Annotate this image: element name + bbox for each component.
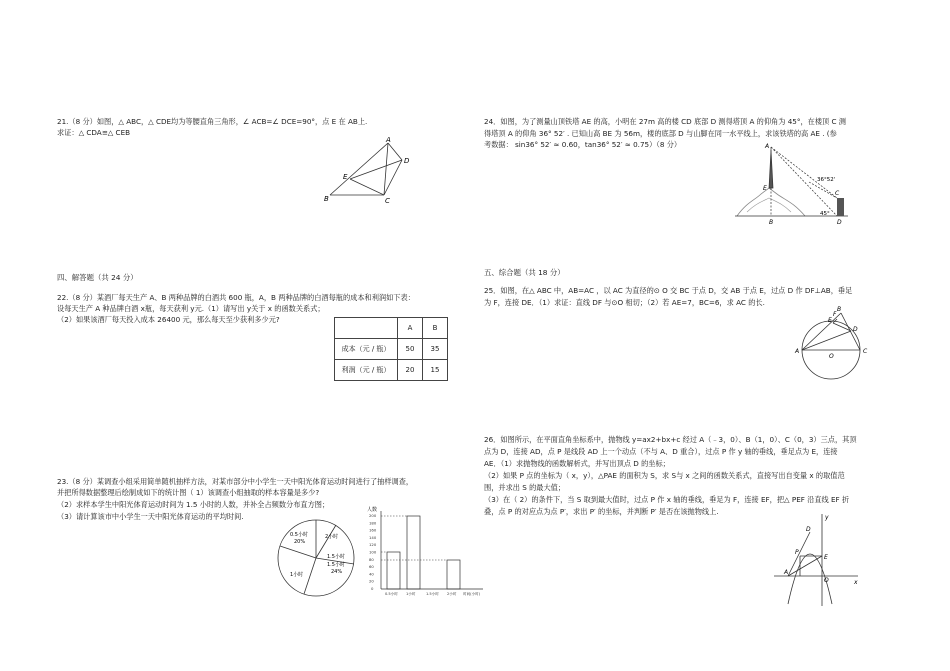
histogram-bar-0-5h bbox=[387, 552, 400, 589]
building-cd bbox=[837, 198, 844, 216]
x-tick-1-5h: 1.5小时 bbox=[426, 592, 439, 596]
q26-line-5: 围，并求出 S 的最大值； bbox=[484, 483, 566, 492]
histogram-bar-2h bbox=[447, 560, 460, 589]
y-tick-180: 180 bbox=[369, 520, 377, 526]
y-tick-200: 200 bbox=[369, 513, 377, 518]
y-tick-80: 80 bbox=[369, 556, 374, 562]
y-tick-160: 160 bbox=[369, 527, 377, 533]
table-cell: 15 bbox=[423, 360, 448, 381]
q25-label-o: O bbox=[829, 353, 834, 360]
q26-line-2: 点为 D，连接 AD，点 P 是线段 AD 上一个动点（不与 A、D 重合），过点 P 作 y 轴的垂线，垂足点为 E，连接 bbox=[484, 447, 838, 456]
q26-line-1: 26．如图所示，在平面直角坐标系中，抛物线 y=ax2+bx+c 经过 A（﹣3，0）、B（1，0）、C（0，3）三点，其顶 bbox=[484, 435, 857, 444]
pie-label-1-5h-a: 1.5小时 bbox=[327, 554, 345, 560]
q26-label-y: y bbox=[825, 514, 829, 521]
q24-line-1: 24．如图，为了测量山顶铁塔 AE 的高，小明在 27m 高的楼 CD 底部 D 测得塔顶 A 的仰角为 45°，在楼顶 C 测 bbox=[484, 117, 846, 126]
q25-circle-figure bbox=[793, 303, 873, 383]
table-header-row bbox=[335, 318, 448, 339]
table-cell: 成本（元 / 瓶） bbox=[335, 339, 398, 360]
q26-label-a: A bbox=[784, 569, 789, 576]
pie-label-1h: 1小时 bbox=[290, 572, 304, 578]
table-header-b: B bbox=[423, 318, 448, 339]
q25-label-f: F bbox=[833, 311, 837, 318]
pie-pct-0-5h: 20% bbox=[294, 539, 306, 545]
table-cell: 50 bbox=[398, 339, 423, 360]
q25-label-e: E bbox=[828, 317, 832, 324]
q24-label-a: A bbox=[765, 143, 770, 150]
q24-tower-figure bbox=[733, 142, 855, 228]
y-tick-140: 140 bbox=[369, 534, 377, 540]
table-cell bbox=[335, 318, 398, 339]
x-axis-label: 时间(小时) bbox=[463, 592, 481, 596]
y-tick-120: 120 bbox=[369, 542, 377, 548]
q22-line-3: （2）如果该酒厂每天投入成本 26400 元，那么每天至少获利多少元? bbox=[57, 315, 280, 324]
q26-label-x: x bbox=[854, 579, 858, 586]
y-tick-20: 20 bbox=[369, 578, 374, 584]
q21-line-1: 21.（8 分）如图，△ ABC，△ CDE均为等腰直角三角形，∠ ACB=∠ DCE=90°，点 E 在 AB上. bbox=[57, 117, 368, 126]
pie-label-1-5h-b: 1.5小时 bbox=[327, 562, 345, 568]
q25-line-2: 为 F，连接 DE．（1）求证：直线 DF 与⊙O 相切；（2）若 AE=7，BC=6，求 AC 的长. bbox=[484, 298, 765, 307]
table-cell: 35 bbox=[423, 339, 448, 360]
q24-angle-label-1: 36°52' bbox=[817, 177, 836, 183]
y-tick-60: 60 bbox=[369, 564, 374, 570]
section-4-heading: 四、解答题（共 24 分） bbox=[57, 273, 138, 282]
q23-line-1: 23.（8 分）某调查小组采用简单随机抽样方法，对某市部分中小学生一天中阳光体育运动时间进行了抽样调查， bbox=[57, 477, 414, 486]
q24-label-c: C bbox=[835, 190, 840, 197]
q26-label-o: O bbox=[824, 577, 829, 584]
q26-line-6: （3）在（ 2）的条件下，当 S 取到最大值时，过点 P 作 x 轴的垂线，垂足为 F，连接 EF，把△ PEF 沿直线 EF 折 bbox=[484, 495, 850, 504]
q22-line-2: 设每天生产 A 种品牌白酒 x瓶，每天获利 y元.（1）请写出 y关于 x 的函数关系式； bbox=[57, 304, 325, 313]
q25-line-1: 25．如图，在△ ABC 中，AB=AC ，以 AC 为直径的⊙ O 交 BC 于点 D，交 AB 于点 E，过点 D 作 DF⊥AB，垂足 bbox=[484, 286, 853, 295]
q24-label-e: E bbox=[763, 185, 767, 192]
q22-cost-profit-table bbox=[334, 317, 448, 381]
q22-line-1: 22.（8 分）某酒厂每天生产 A、B 两种品牌的白酒共 600 瓶，A，B 两种品牌的白酒每瓶的成本和利润如下表： bbox=[57, 293, 415, 302]
q21-label-d: D bbox=[404, 157, 410, 165]
side-ab bbox=[802, 313, 841, 350]
q23-pie-chart bbox=[274, 508, 362, 606]
y-tick-100: 100 bbox=[369, 549, 377, 555]
q25-label-a: A bbox=[795, 348, 800, 355]
pie-pct-1-5h: 24% bbox=[331, 569, 343, 575]
pie-label-2h: 2小时 bbox=[325, 534, 339, 540]
q26-line-4: （2）如果 P 点的坐标为（ x，y），△PAE 的面积为 S，求 S与 x 之间的函数关系式，直接写出自变量 x 的取值范 bbox=[484, 471, 845, 480]
table-row bbox=[335, 360, 448, 381]
table-row bbox=[335, 339, 448, 360]
histogram-y-label: 人数 bbox=[367, 507, 378, 513]
q26-parabola-figure bbox=[770, 510, 862, 608]
q23-histogram bbox=[365, 503, 490, 600]
q23-line-3: （2）求样本学生中阳光体育运动时间为 1.5 小时的人数，并补全占频数分布直方图； bbox=[57, 500, 330, 509]
x-tick-1h: 1小时 bbox=[406, 592, 416, 596]
table-cell: 20 bbox=[398, 360, 423, 381]
q24-line-2: 得塔顶 A 的仰角 36° 52′ . 已知山高 BE 为 56m，楼的底部 D 与山脚在同一水平线上，求该铁塔的高 AE . (参 bbox=[484, 129, 837, 138]
q21-label-e: E bbox=[343, 173, 348, 181]
table-cell: 利润（元 / 瓶） bbox=[335, 360, 398, 381]
q26-line-3: AE．（1）求抛物线的函数解析式，并写出顶点 D 的坐标； bbox=[484, 459, 670, 468]
q26-label-d: D bbox=[806, 526, 811, 533]
q25-label-c: C bbox=[863, 348, 868, 355]
q25-label-d: D bbox=[853, 326, 858, 333]
q24-label-d: D bbox=[837, 219, 842, 226]
pie-label-0-5h: 0.5小时 bbox=[290, 532, 308, 538]
q23-line-2: 并把所得数据整理后绘制成如下的统计图（ 1）该调查小组抽取的样本容量是多少? bbox=[57, 488, 320, 497]
table-header-a: A bbox=[398, 318, 423, 339]
x-tick-0-5h: 0.5小时 bbox=[385, 592, 398, 596]
q21-label-a: A bbox=[386, 136, 391, 144]
x-tick-2h: 2小时 bbox=[447, 592, 457, 596]
q21-line-2: 求证：△ CDA≌△ CEB bbox=[57, 128, 131, 137]
y-tick-40: 40 bbox=[369, 571, 374, 577]
q21-label-c: C bbox=[385, 197, 390, 205]
q25-label-b: B bbox=[837, 306, 842, 313]
q21-triangle-figure bbox=[322, 133, 418, 205]
q24-angle-label-2: 45° bbox=[820, 211, 830, 217]
y-tick-0: 0 bbox=[371, 586, 374, 591]
q24-line-3: 考数据： sin36° 52′ ≈ 0.60，tan36° 52′ ≈ 0.75）（8 分） bbox=[484, 140, 682, 149]
q23-line-4: （3）请计算该市中小学生一天中阳光体育运动的平均时间. bbox=[57, 512, 244, 521]
q26-label-e: E bbox=[824, 554, 828, 561]
histogram-bar-1h bbox=[407, 516, 420, 589]
q24-label-b: B bbox=[769, 219, 774, 226]
q26-line-7: 叠，点 P 的对应点为点 P′，求出 P′ 的坐标，并判断 P′ 是否在该抛物线上. bbox=[484, 507, 719, 516]
q21-label-b: B bbox=[324, 195, 329, 203]
q26-label-p: P bbox=[795, 549, 799, 556]
section-5-heading: 五、综合题（共 18 分） bbox=[484, 268, 565, 277]
